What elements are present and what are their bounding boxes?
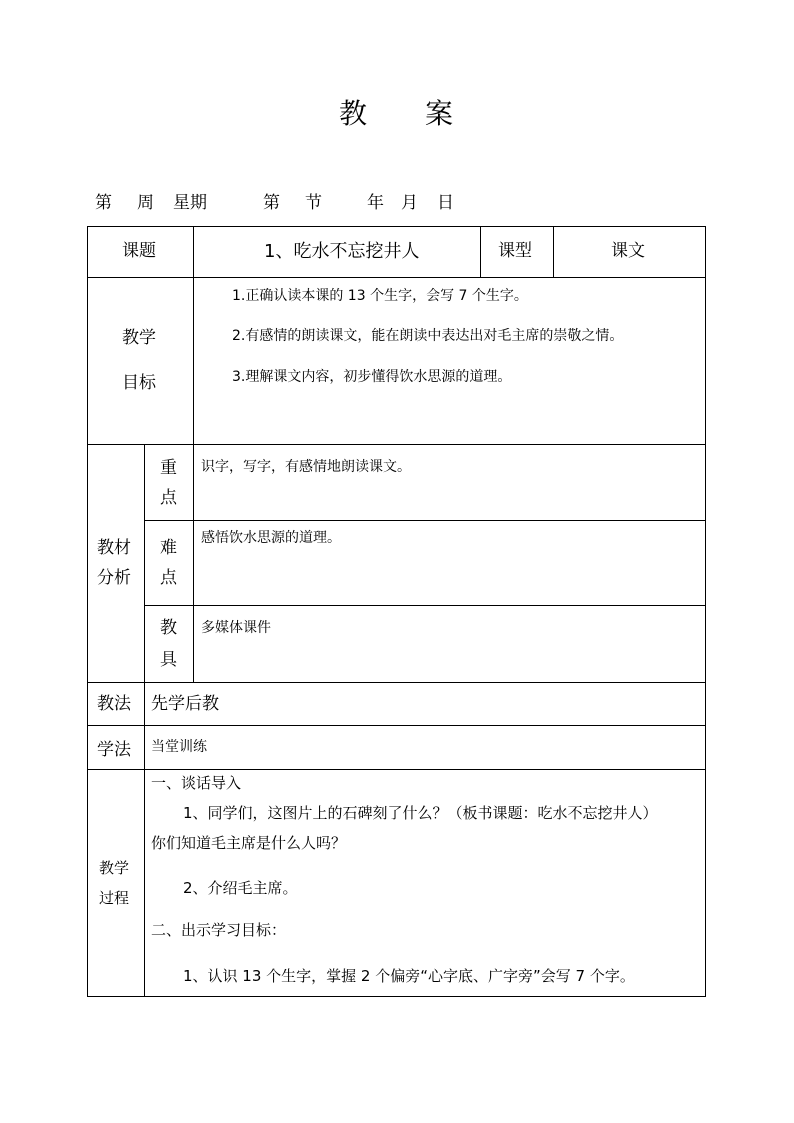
key-points-label-line1: 重 [160, 458, 177, 478]
objective-item-2: 2.有感情的朗读课文，能在朗读中表达出对毛主席的崇敬之情。 [232, 328, 624, 344]
title-char-1: 教 [338, 97, 369, 130]
key-points-label-line2: 点 [160, 488, 177, 508]
row-divider [88, 769, 705, 770]
column-divider [193, 227, 194, 444]
day-label: 日 [437, 193, 454, 213]
process-line-1: 一、谈话导入 [151, 774, 242, 792]
row-divider [88, 277, 705, 278]
column-divider [553, 227, 554, 277]
method-label: 教法 [97, 694, 131, 714]
process-label-line1: 教学 [99, 859, 130, 877]
column-divider [193, 444, 194, 682]
title-char-2: 案 [425, 97, 456, 130]
learning-label: 学法 [97, 740, 131, 760]
analysis-label-line1: 教材 [97, 538, 131, 558]
tools-label-line1: 教 [160, 618, 177, 638]
method-value: 先学后教 [151, 694, 219, 714]
week-prefix: 第 [95, 193, 112, 213]
difficulty-value: 感悟饮水思源的道理。 [201, 530, 341, 546]
analysis-label-line2: 分析 [97, 568, 131, 588]
difficulty-label-line1: 难 [160, 538, 177, 558]
year-label: 年 [367, 193, 384, 213]
process-label-line2: 过程 [99, 889, 130, 907]
tools-label-line2: 具 [160, 650, 177, 670]
objective-item-3: 3.理解课文内容，初步懂得饮水思源的道理。 [232, 369, 512, 385]
row-divider [88, 725, 705, 726]
lesson-plan-table [87, 226, 706, 997]
objectives-label-line1: 教学 [122, 328, 156, 348]
objective-item-1: 1.正确认读本课的 13 个生字，会写 7 个生字。 [232, 288, 528, 304]
key-points-value: 识字，写字，有感情地朗读课文。 [201, 459, 411, 475]
week-suffix: 周 [137, 193, 154, 213]
process-line-4: 2、介绍毛主席。 [183, 879, 298, 897]
row-divider [88, 682, 705, 683]
period-suffix: 节 [305, 193, 322, 213]
row-divider [88, 444, 705, 445]
type-value: 课文 [611, 241, 645, 261]
row-divider [144, 520, 705, 521]
topic-value: 1、吃水不忘挖井人 [264, 241, 420, 262]
process-line-5: 二、出示学习目标： [151, 921, 287, 939]
page-title [0, 92, 794, 132]
tools-value: 多媒体课件 [201, 620, 271, 636]
month-label: 月 [401, 193, 418, 213]
row-divider [144, 605, 705, 606]
column-divider [480, 227, 481, 277]
topic-label: 课题 [122, 241, 156, 261]
period-prefix: 第 [263, 193, 280, 213]
process-line-3: 你们知道毛主席是什么人吗？ [151, 834, 347, 852]
weekday-label: 星期 [173, 193, 207, 213]
objectives-label-line2: 目标 [122, 373, 156, 393]
process-line-2: 1、同学们，这图片上的石碑刻了什么？（板书课题：吃水不忘挖井人） [183, 804, 658, 822]
difficulty-label-line2: 点 [160, 568, 177, 588]
column-divider [144, 444, 145, 996]
learning-value: 当堂训练 [151, 739, 207, 755]
type-label: 课型 [498, 241, 532, 261]
process-line-6: 1、认识 13 个生字，掌握 2 个偏旁“心字底、广字旁”会写 7 个字。 [183, 967, 635, 985]
